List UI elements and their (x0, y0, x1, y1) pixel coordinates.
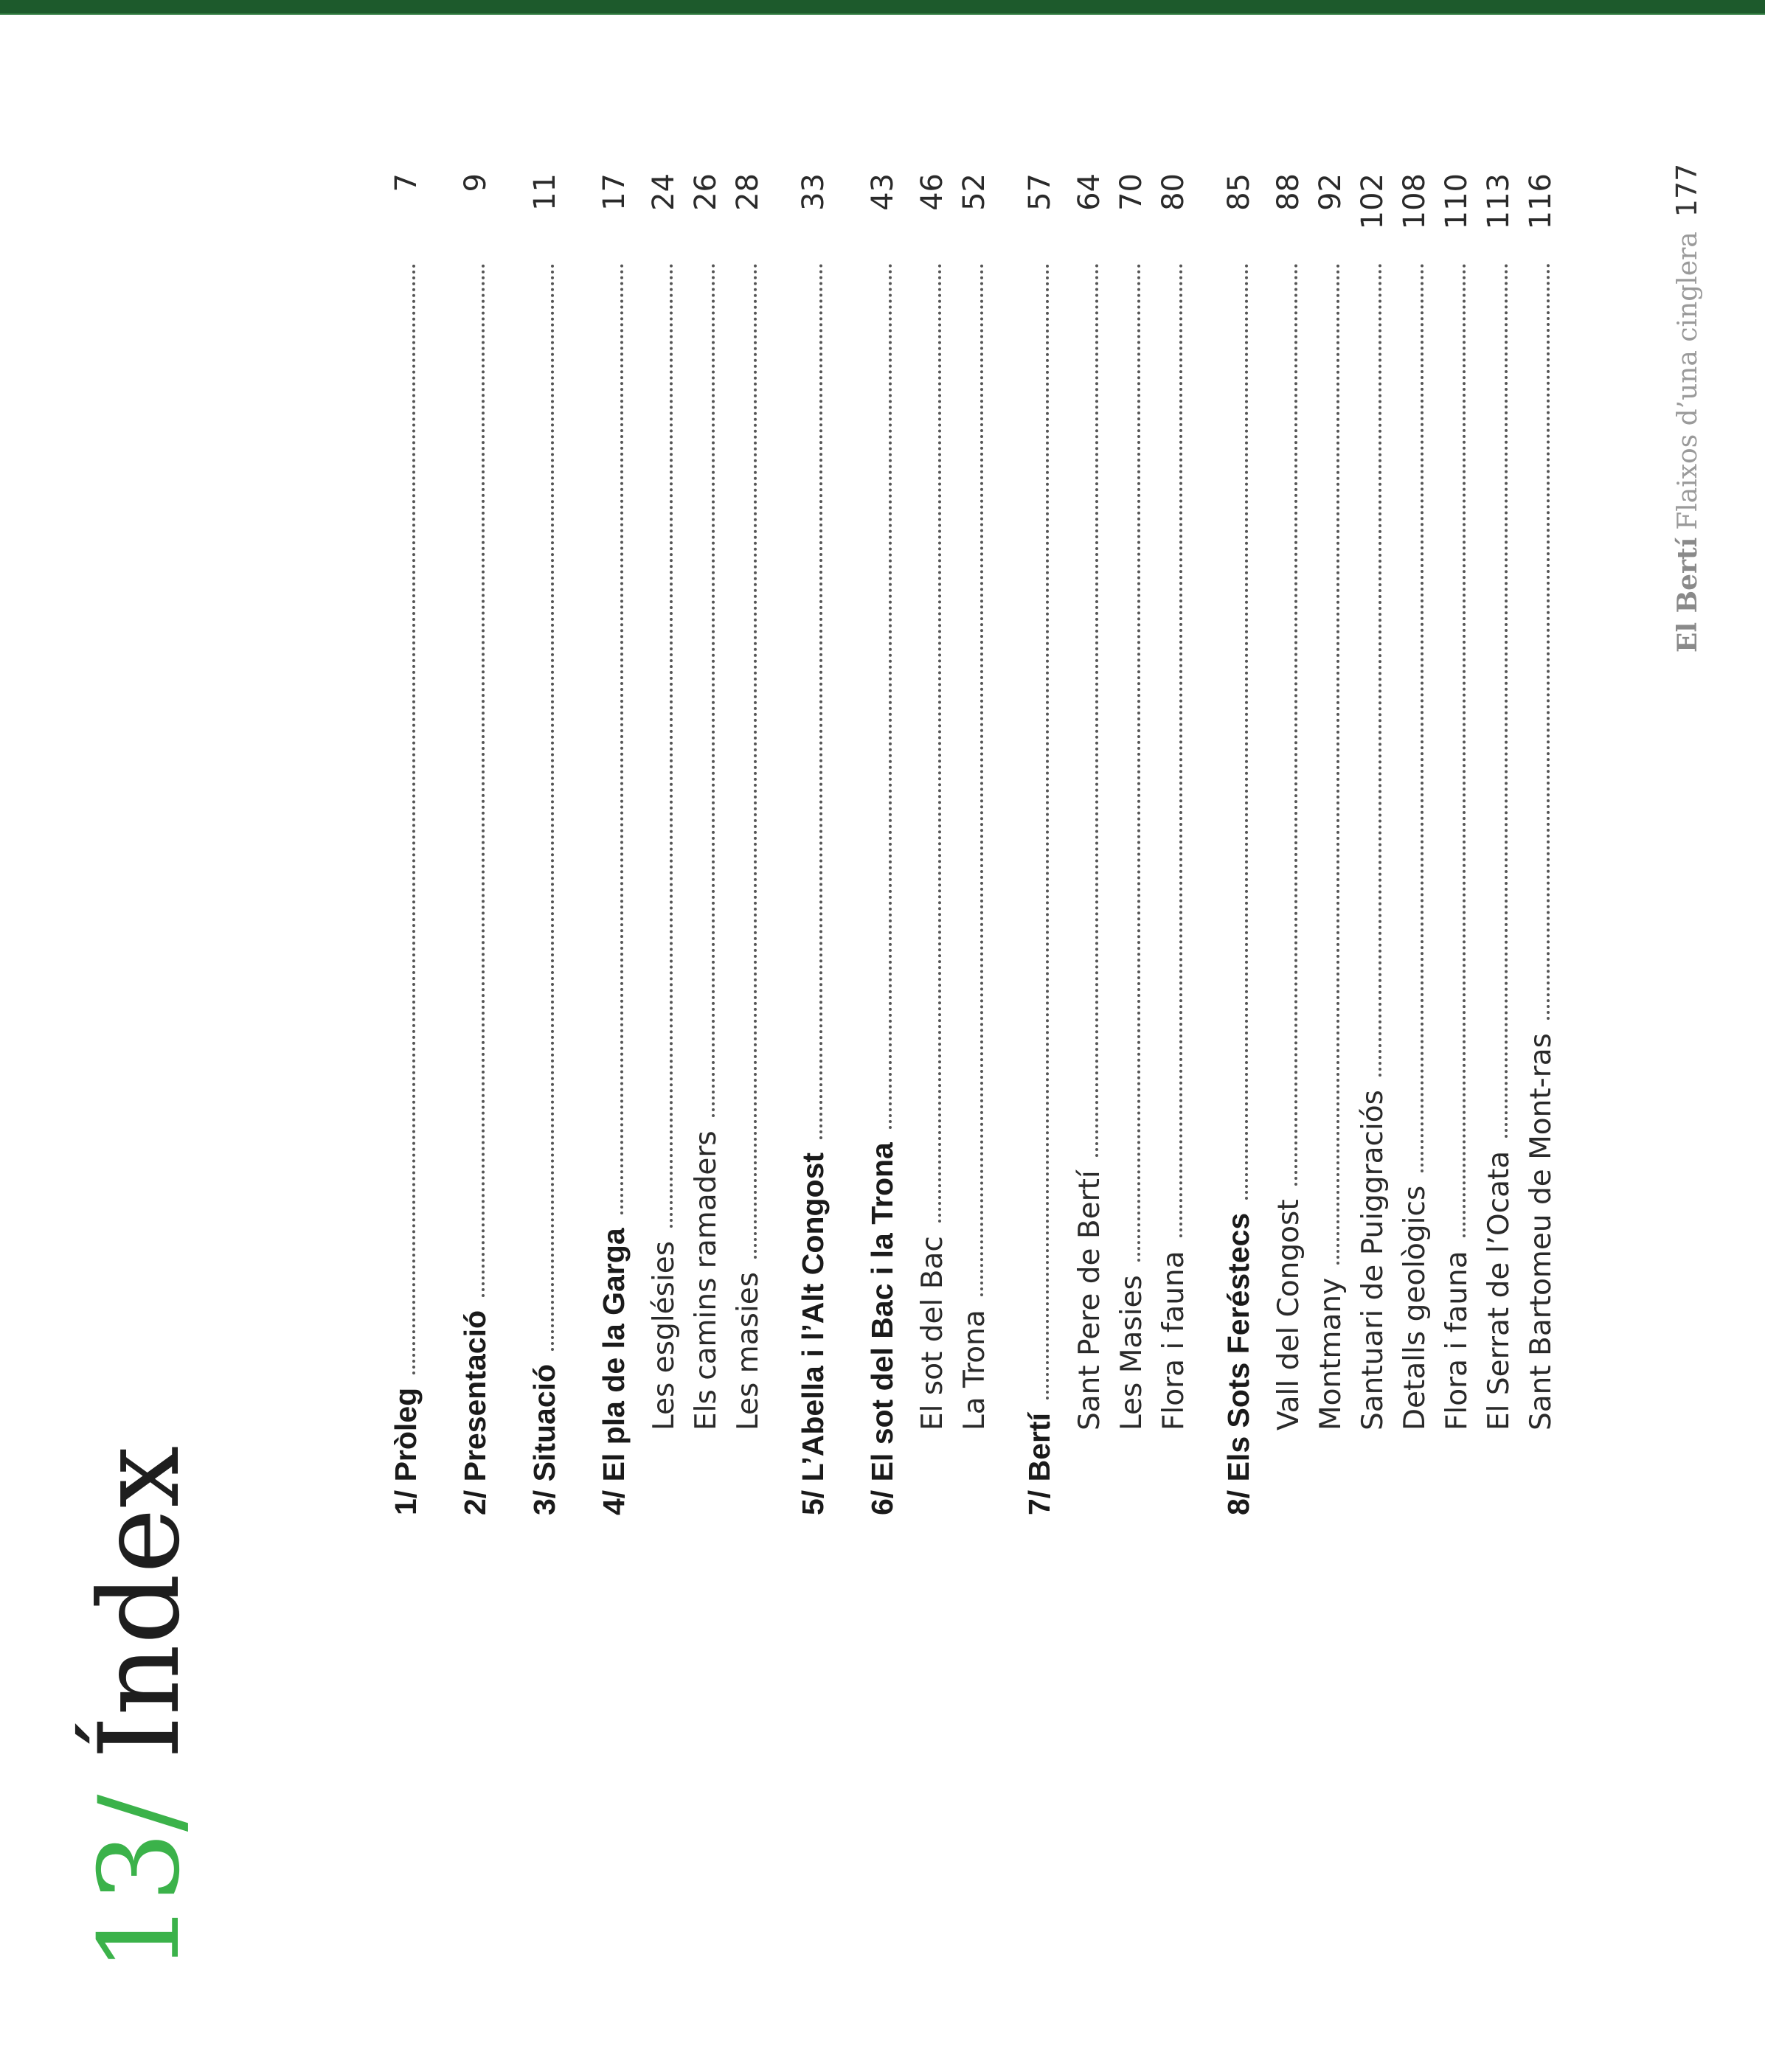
dot-leader (620, 263, 623, 1214)
toc-chapter-entry (867, 173, 898, 1515)
toc-entry-label: Flora i fauna (1440, 1251, 1474, 1430)
toc-section-entry (733, 173, 763, 1430)
toc-entry-label: Santuari de Puiggraciós (1356, 1090, 1390, 1430)
dot-leader (482, 263, 485, 1297)
dot-leader (1547, 263, 1550, 1020)
toc-entry-page: 9 (459, 173, 493, 192)
running-footer (1673, 164, 1702, 653)
dot-leader (980, 263, 983, 1296)
toc-chapter-entry (391, 173, 421, 1515)
toc-entry-page: 108 (1398, 173, 1432, 230)
toc-entry-label: 4/ El pla de la Garga (597, 1228, 631, 1515)
toc-entry-page: 46 (915, 173, 949, 211)
dot-leader (1095, 263, 1098, 1157)
toc-entry-label: Les masies (732, 1271, 765, 1430)
toc-chapter-entry (1024, 173, 1055, 1515)
toc-entry-label: Montmany (1314, 1277, 1348, 1430)
toc-entry-label: Els camins ramaders (690, 1130, 723, 1430)
toc-section-entry (1072, 173, 1106, 1430)
toc-entry-label: Sant Pere de Bertí (1073, 1170, 1106, 1430)
toc-section-entry (957, 173, 991, 1430)
toc-chapter-entry (458, 173, 493, 1515)
toc-entry-page: 7 (389, 173, 423, 192)
toc-entry-page: 33 (797, 173, 831, 211)
chapter-title: Índex (76, 1445, 204, 1759)
toc-entry-page: 28 (731, 173, 765, 211)
dot-leader (1505, 263, 1508, 1138)
dot-leader (1421, 263, 1424, 1172)
dot-leader (1463, 263, 1466, 1237)
page-heading (76, 1445, 204, 1972)
toc-entry-label: Vall del Congost (1272, 1199, 1305, 1430)
book-subtitle: Flaixos d’una cinglera (1673, 232, 1703, 530)
dot-leader (938, 263, 941, 1223)
toc-entry-page: 11 (528, 173, 562, 211)
toc-entry-label: El Serrat de l’Ocata (1483, 1150, 1516, 1430)
toc-section-entry (1526, 173, 1556, 1430)
toc-entry-page: 102 (1356, 173, 1390, 230)
book-title: El Bertí (1672, 537, 1703, 653)
toc-section-entry (1356, 173, 1390, 1430)
dot-leader (1245, 263, 1248, 1200)
toc-entry-page: 57 (1023, 173, 1057, 211)
toc-chapter-entry (796, 173, 831, 1515)
toc-entry-page: 64 (1072, 173, 1106, 211)
dot-leader (1046, 263, 1049, 1400)
toc-entry-label: El sot del Bac (916, 1236, 949, 1430)
toc-entry-page: 110 (1440, 173, 1474, 230)
toc-entry-page: 113 (1482, 173, 1516, 230)
toc-entry-label: Detalls geològics (1398, 1185, 1432, 1430)
toc-entry-label: La Trona (958, 1310, 991, 1430)
toc-entry-label: Flora i fauna (1157, 1251, 1190, 1430)
dot-leader (889, 263, 892, 1129)
dot-leader (670, 263, 673, 1228)
dot-leader (412, 263, 415, 1374)
toc-entry-label: 2/ Presentació (458, 1310, 492, 1515)
toc-entry-page: 116 (1524, 173, 1558, 230)
toc-entry-page: 24 (647, 173, 681, 211)
toc-section-entry (1159, 173, 1188, 1430)
dot-leader (712, 263, 715, 1117)
toc-entry-page: 88 (1272, 173, 1305, 211)
toc-section-entry (1114, 173, 1148, 1430)
toc-entry-page: 26 (689, 173, 723, 211)
toc-chapter-entry (599, 173, 629, 1515)
toc-entry-page: 92 (1314, 173, 1348, 211)
toc-entry-label: Les esglésies (648, 1240, 681, 1430)
toc-entry-page: 85 (1222, 173, 1256, 211)
dot-leader (551, 263, 554, 1351)
toc-entry-label: 8/ Els Sots Feréstecs (1221, 1212, 1255, 1515)
toc-entry-label: 7/ Bertí (1022, 1413, 1056, 1515)
toc-entry-label: 6/ El sot del Bac i la Trona (865, 1142, 899, 1515)
toc-chapter-entry (1221, 173, 1256, 1515)
toc-section-entry (915, 173, 949, 1430)
toc-entry-label: Sant Bartomeu de Mont-ras (1525, 1033, 1558, 1430)
toc-entry-label: Les Masies (1115, 1275, 1148, 1430)
toc-entry-label: 1/ Pròleg (389, 1387, 423, 1515)
dot-leader (1379, 263, 1381, 1077)
toc-entry-page: 80 (1157, 173, 1190, 211)
toc-entry-page: 70 (1114, 173, 1148, 211)
toc-entry-page: 52 (957, 173, 991, 211)
toc-section-entry (1440, 173, 1474, 1430)
toc-entry-label: 5/ L’Abella i l’Alt Congost (796, 1152, 830, 1515)
dot-leader (1336, 263, 1339, 1265)
dot-leader (754, 263, 757, 1259)
toc-chapter-entry (527, 173, 562, 1515)
page-number: 177 (1671, 163, 1703, 218)
toc-entry-label: 3/ Situació (527, 1363, 561, 1515)
toc-section-entry (1398, 173, 1432, 1430)
toc-entry-page: 43 (866, 173, 900, 211)
dot-leader (1179, 263, 1182, 1237)
chapter-number: 13/ (76, 1794, 204, 1972)
dot-leader (1137, 263, 1140, 1262)
toc-section-entry (691, 173, 721, 1430)
toc-section-entry (1314, 173, 1348, 1430)
dot-leader (819, 263, 822, 1139)
toc-section-entry (1482, 173, 1516, 1430)
dot-leader (1294, 263, 1297, 1186)
toc-section-entry (649, 173, 679, 1430)
toc-entry-page: 17 (597, 173, 631, 211)
toc-section-entry (1274, 173, 1303, 1430)
